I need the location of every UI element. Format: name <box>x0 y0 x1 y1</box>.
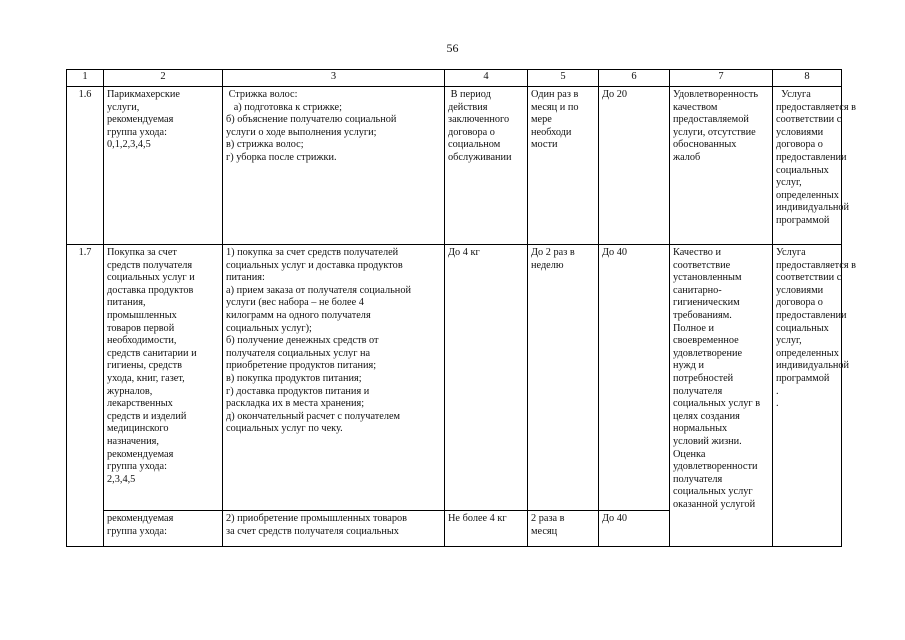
cell-line: социальном <box>448 139 501 151</box>
service-term: До 40 <box>599 245 670 511</box>
cell-line: социальных услуг <box>673 486 753 498</box>
cell-line: получателя <box>673 473 723 485</box>
cell-line: группа ухода: <box>107 461 167 473</box>
cell-line: 1) покупка за счет средств получателей <box>226 247 399 258</box>
cell-line: удовлетворенности <box>673 461 758 473</box>
cell-line: товаров первой <box>107 322 175 334</box>
cell-line: обоснованных <box>673 139 737 151</box>
cell-line: 2,3,4,5 <box>107 473 136 485</box>
cell-line: санитарно- <box>673 284 722 296</box>
table-row <box>67 87 842 245</box>
service-quality <box>670 245 773 547</box>
cell-line: а) прием заказа от получателя социальной <box>226 284 411 296</box>
cell-line: Услуга <box>776 247 806 258</box>
cell-line: услуги, <box>107 101 140 113</box>
cell-line: социальных услуг); <box>226 322 312 334</box>
cell-line: Покупка за счет <box>107 247 177 258</box>
cell-line: гигиены, средств <box>107 360 182 372</box>
cell-line: социальных услуг по чеку. <box>226 423 343 435</box>
row-number <box>67 511 104 547</box>
header-cell: 6 <box>599 70 670 87</box>
cell-line: необходимости, <box>107 335 177 347</box>
cell-line: приобретение продуктов питания; <box>226 360 377 372</box>
cell-line: нормальных <box>673 423 728 435</box>
cell-line: Стрижка волос: <box>226 89 298 100</box>
cell-line: жалоб <box>673 151 701 163</box>
cell-line: Оценка <box>673 448 706 460</box>
cell-line: действия <box>448 101 488 113</box>
cell-line: социальных услуг и <box>107 272 195 284</box>
cell-line: условий жизни. <box>673 435 742 447</box>
cell-line: требованиям. <box>673 309 732 321</box>
service-volume <box>445 245 528 511</box>
cell-line: доставка продуктов <box>107 284 194 296</box>
service-term: До 20 <box>599 87 670 245</box>
service-periodicity <box>528 511 599 547</box>
cell-line: социальных <box>776 322 829 334</box>
cell-line: Один раз в <box>531 89 579 100</box>
cell-line: условиями <box>776 284 824 296</box>
cell-line: 2) приобретение промышленных товаров <box>226 513 407 524</box>
service-periodicity <box>528 245 599 511</box>
cell-line: г) доставка продуктов питания и <box>226 385 370 397</box>
cell-line: д) окончательный расчет с получателем <box>226 410 401 422</box>
cell-line: промышленных <box>107 309 177 321</box>
cell-line: килограмм на одного получателя <box>226 309 371 321</box>
service-name <box>104 87 223 245</box>
cell-line: необходи <box>531 126 572 138</box>
cell-line: услуги, отсутствие <box>673 126 756 138</box>
cell-line: рекомендуемая <box>107 448 174 460</box>
cell-line: рекомендуемая <box>107 513 174 524</box>
cell-line: предоставляется в <box>776 259 857 271</box>
cell-line: предоставлении <box>776 309 847 321</box>
cell-line: лекарственных <box>107 398 173 410</box>
cell-line: 0,1,2,3,4,5 <box>107 139 151 151</box>
cell-line: определенных <box>776 189 839 201</box>
cell-line: индивидуальной <box>776 202 850 214</box>
cell-line: питания: <box>226 272 265 284</box>
cell-line: мере <box>531 114 552 126</box>
cell-line: программой <box>776 372 830 384</box>
table-row <box>67 245 842 511</box>
header-cell: 7 <box>670 70 773 87</box>
service-volume <box>445 511 528 547</box>
cell-line: Удовлетворенность <box>673 89 759 100</box>
cell-line: питания, <box>107 297 146 309</box>
cell-line: Качество и <box>673 247 721 258</box>
cell-line: месяц <box>531 525 558 537</box>
cell-line: потребностей <box>673 372 734 384</box>
cell-line: соответствие <box>673 259 731 271</box>
cell-line: целях создания <box>673 410 740 422</box>
service-name <box>104 511 223 547</box>
cell-line: соответствии с <box>776 114 842 126</box>
cell-line: получателя <box>673 385 723 397</box>
row-number: 1.7 <box>67 245 104 511</box>
cell-line: программой <box>776 214 830 226</box>
cell-line: группа ухода: <box>107 126 167 138</box>
cell-line: услуги о ходе выполнения услуги; <box>226 126 377 138</box>
cell-line: условиями <box>776 126 824 138</box>
cell-line: предоставляется в <box>776 101 857 113</box>
header-cell: 2 <box>104 70 223 87</box>
cell-line: раскладка их в места хранения; <box>226 398 365 410</box>
cell-line: Парикмахерские <box>107 89 180 100</box>
cell-line: месяц и по <box>531 101 579 113</box>
cell-line: социальных услуг в <box>673 398 761 410</box>
cell-line: В период <box>448 89 491 100</box>
cell-line: нужд и <box>673 360 704 372</box>
cell-line: услуг, <box>776 335 802 347</box>
cell-line: гигиеническим <box>673 297 740 309</box>
service-name <box>104 245 223 511</box>
cell-line: 2 раза в <box>531 513 565 524</box>
cell-line: удовлетворение <box>673 347 743 359</box>
cell-line: за счет средств получателя социальных <box>226 525 399 537</box>
cell-line: До 4 кг <box>448 247 480 258</box>
header-cell: 4 <box>445 70 528 87</box>
cell-line: б) получение денежных средств от <box>226 335 379 347</box>
service-conditions <box>773 87 857 245</box>
cell-line: предоставлении <box>776 151 847 163</box>
cell-line: г) уборка после стрижки. <box>226 151 337 163</box>
cell-line: средств получателя <box>107 259 193 271</box>
cell-line: оказанной услугой <box>673 498 756 510</box>
cell-line: До 2 раз в <box>531 247 575 258</box>
cell-line: получателя социальных услуг на <box>226 347 371 359</box>
cell-line: неделю <box>531 259 564 271</box>
cell-line: назначения, <box>107 435 159 447</box>
cell-line: договора о <box>776 139 823 151</box>
cell-line: Не более 4 кг <box>448 513 507 524</box>
service-conditions <box>773 245 857 547</box>
cell-line: медицинского <box>107 423 169 435</box>
cell-line: заключенного <box>448 114 510 126</box>
cell-line: журналов, <box>107 385 153 397</box>
cell-line: социальных услуг и доставка продуктов <box>226 259 403 271</box>
header-row <box>67 70 842 87</box>
service-term: До 40 <box>599 511 670 547</box>
header-cell: 1 <box>67 70 104 87</box>
cell-line: . <box>776 385 779 397</box>
cell-line: группа ухода: <box>107 525 167 537</box>
service-content <box>223 245 445 511</box>
header-cell: 3 <box>223 70 445 87</box>
cell-line: рекомендуемая <box>107 114 174 126</box>
header-cell: 5 <box>528 70 599 87</box>
page-number: 56 <box>446 41 459 55</box>
header-cell: 8 <box>773 70 842 87</box>
cell-line: индивидуальной <box>776 360 850 372</box>
row-number: 1.6 <box>67 87 104 245</box>
cell-line: качеством <box>673 101 718 113</box>
cell-line: соответствии с <box>776 272 842 284</box>
cell-line: услуг, <box>776 177 802 189</box>
cell-line: своевременное <box>673 335 739 347</box>
cell-line: средств санитарии и <box>107 347 197 359</box>
cell-line: в) покупка продуктов питания; <box>226 372 362 384</box>
cell-line: . <box>776 398 779 410</box>
service-content <box>223 87 445 245</box>
cell-line: Услуга <box>776 89 811 100</box>
cell-line: установленным <box>673 272 742 284</box>
services-table <box>66 69 857 547</box>
cell-line: обслуживании <box>448 151 512 163</box>
cell-line: ухода, книг, газет, <box>107 372 185 384</box>
cell-line: мости <box>531 139 558 151</box>
cell-line: в) стрижка волос; <box>226 139 304 151</box>
cell-line: предоставляемой <box>673 114 749 126</box>
cell-line: договора о <box>776 297 823 309</box>
cell-line: договора о <box>448 126 495 138</box>
cell-line: определенных <box>776 347 839 359</box>
cell-line: б) объяснение получателю социальной <box>226 114 397 126</box>
service-periodicity <box>528 87 599 245</box>
service-volume <box>445 87 528 245</box>
service-content <box>223 511 445 547</box>
cell-line: а) подготовка к стрижке; <box>226 101 342 113</box>
service-quality <box>670 87 773 245</box>
cell-line: социальных <box>776 164 829 176</box>
cell-line: средств и изделий <box>107 410 187 422</box>
cell-line: Полное и <box>673 322 715 334</box>
cell-line: услуги (вес набора – не более 4 <box>226 297 364 309</box>
